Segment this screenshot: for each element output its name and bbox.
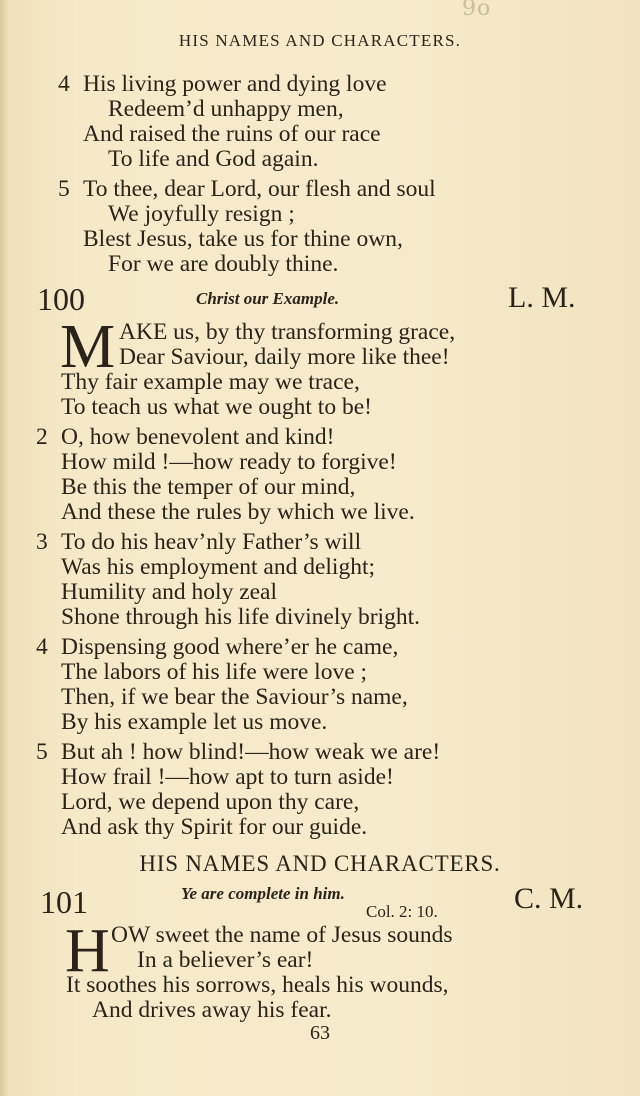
verse-line: AKE us, by thy transforming grace, xyxy=(119,319,456,345)
verse-line: And ask thy Spirit for our guide. xyxy=(61,814,368,840)
verse-line: How mild !—how ready to forgive! xyxy=(61,449,397,475)
verse-line: Thy fair example may we trace, xyxy=(61,369,360,395)
page-edge-shadow xyxy=(0,0,8,1096)
verse-line: How frail !—how apt to turn aside! xyxy=(61,764,394,790)
hymn-meter: C. M. xyxy=(514,882,584,915)
verse-line: To thee, dear Lord, our flesh and soul xyxy=(83,176,436,202)
verse-line: His living power and dying love xyxy=(83,71,387,97)
verse-line: Lord, we depend upon thy care, xyxy=(61,789,360,815)
stanza-number: 4 xyxy=(36,634,48,660)
verse-line: By his example let us move. xyxy=(61,709,328,735)
stanza-number: 2 xyxy=(36,424,48,450)
verse-line: Humility and holy zeal xyxy=(61,579,278,605)
verse-line: OW sweet the name of Jesus sounds xyxy=(111,922,453,948)
verse-line: O, how benevolent and kind! xyxy=(61,424,335,450)
verse-line: Shone through his life divinely bright. xyxy=(61,604,420,630)
verse-line: For we are doubly thine. xyxy=(108,251,339,277)
stanza-number: 3 xyxy=(36,529,48,555)
drop-cap: H xyxy=(65,917,110,985)
verse-line: We joyfully resign ; xyxy=(108,201,295,227)
section-heading: HIS NAMES AND CHARACTERS. xyxy=(139,851,501,876)
verse-line: Be this the temper of our mind, xyxy=(61,474,356,500)
verse-line: To life and God again. xyxy=(108,146,319,172)
hymn-meter: L. M. xyxy=(508,281,576,314)
stanza-number: 5 xyxy=(58,176,70,202)
verse-line: The labors of his life were love ; xyxy=(61,659,368,685)
stanza-number: 4 xyxy=(58,71,70,97)
verse-line: And drives away his fear. xyxy=(92,997,332,1023)
verse-line: And these the rules by which we live. xyxy=(61,499,415,525)
running-head: HIS NAMES AND CHARACTERS. xyxy=(178,31,462,50)
verse-line: In a believer’s ear! xyxy=(137,947,314,973)
verse-line: Dear Saviour, daily more like thee! xyxy=(119,344,450,370)
hymn-title: Christ our Example. xyxy=(196,289,340,308)
hymn-number: 101 xyxy=(40,884,88,920)
hymn-number: 100 xyxy=(37,281,85,317)
verse-line: Was his employment and delight; xyxy=(61,554,376,580)
verse-line: Redeem’d unhappy men, xyxy=(108,96,344,122)
page-number: 63 xyxy=(310,1022,330,1044)
verse-line: Blest Jesus, take us for thine own, xyxy=(83,226,403,252)
verse-line: Then, if we bear the Saviour’s name, xyxy=(61,684,408,710)
scripture-reference: Col. 2: 10. xyxy=(366,902,438,921)
verse-line: To teach us what we ought to be! xyxy=(61,394,372,420)
verse-line: To do his heav’nly Father’s will xyxy=(61,529,362,555)
stanza-number: 5 xyxy=(36,739,48,765)
pencil-mark: 9o xyxy=(462,0,492,21)
verse-line: Dispensing good where’er he came, xyxy=(61,634,399,660)
drop-cap: M xyxy=(60,313,116,381)
verse-line: And raised the ruins of our race xyxy=(83,121,381,147)
verse-line: It soothes his sorrows, heals his wounds, xyxy=(66,972,449,998)
verse-line: But ah ! how blind!—how weak we are! xyxy=(61,739,441,765)
hymn-title: Ye are complete in him. xyxy=(181,884,345,903)
